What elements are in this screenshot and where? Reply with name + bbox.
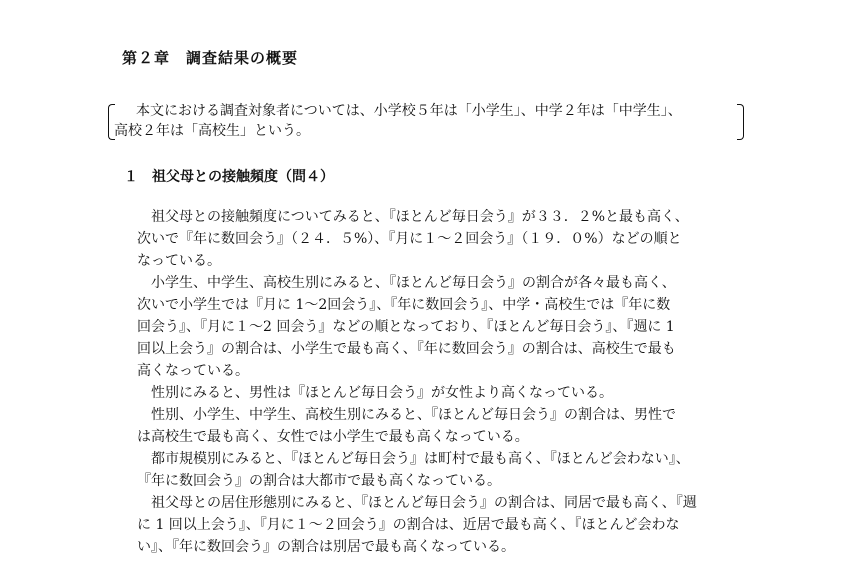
body-line: い』、『年に数回会う』の割合は別居で最も高くなっている。	[137, 539, 515, 555]
body-line: 都市規模別にみると、『ほとんど毎日会う』は町村で最も高く、『ほとんど会わない』、	[151, 451, 690, 467]
body-line: 祖父母との接触頻度についてみると、『ほとんど毎日会う』が３３．２%と最も高く、	[151, 209, 689, 225]
chapter-title: 第２章 調査結果の概要	[122, 49, 299, 67]
section-number: １	[124, 169, 138, 185]
note-box	[108, 102, 744, 140]
note-line-1: 本文における調査対象者については、小学校５年は「小学生」、中学２年は「中学生」、	[136, 103, 682, 119]
body-line: 小学生、中学生、高校生別にみると、『ほとんど毎日会う』の割合が各々最も高く、	[151, 275, 676, 291]
body-line: は高校生で最も高く、女性では小学生で最も高くなっている。	[137, 429, 529, 445]
note-line-2: 高校２年は「高校生」という。	[114, 123, 310, 139]
body-line: 高くなっている。	[137, 363, 249, 379]
body-line: 性別、小学生、中学生、高校生別にみると、『ほとんど毎日会う』の割合は、男性で	[151, 407, 676, 423]
body-line: 回会う』、『月に１～2 回会う』などの順となっており、『ほとんど毎日会う』、『週に 1	[137, 319, 675, 335]
body-text	[137, 206, 737, 558]
body-line: なっている。	[137, 253, 221, 269]
section-title: 祖父母との接触頻度（問４）	[152, 169, 334, 185]
body-line: 次いで『年に数回会う』（２４．５%）、『月に１～２回会う』（１９．０%）などの順と	[137, 231, 682, 247]
body-line: 回以上会う』の割合は、小学生で最も高く、『年に数回会う』の割合は、高校生で最も	[137, 341, 676, 357]
body-line: 次いで小学生では『月に 1～2回会う』、『年に数回会う』、中学・高校生では『年に数	[137, 297, 671, 313]
body-line: 性別にみると、男性は『ほとんど毎日会う』が女性より高くなっている。	[151, 385, 613, 401]
body-line: に 1 回以上会う』、『月に１～２回会う』の割合は、近居で最も高く、『ほとんど会わな	[137, 517, 680, 533]
body-line: 『年に数回会う』の割合は大都市で最も高くなっている。	[137, 473, 501, 489]
right-bracket	[737, 104, 744, 140]
section-heading	[124, 166, 334, 186]
body-line: 祖父母との居住形態別にみると、『ほとんど毎日会う』の割合は、同居で最も高く、『週	[151, 495, 697, 511]
